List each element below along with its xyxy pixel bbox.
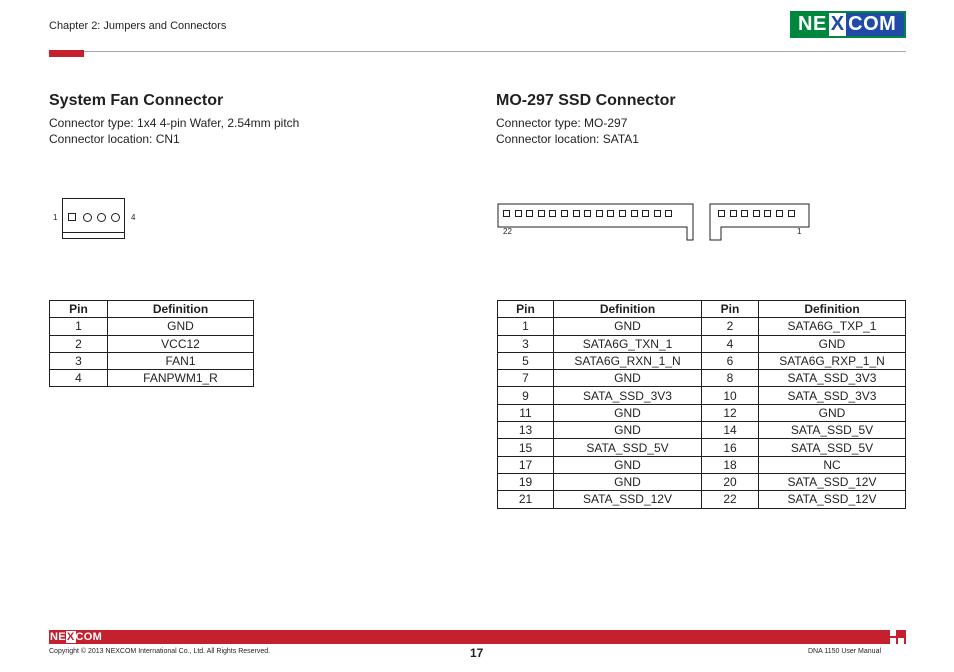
footer-nexcom-logo <box>50 630 102 644</box>
footer-corner-mark <box>890 630 896 636</box>
pin-number-cell: 3 <box>498 335 554 352</box>
pin-definition-cell: SATA6G_RXP_1_N <box>759 352 906 369</box>
pin-number-cell: 14 <box>702 422 759 439</box>
table-row <box>498 439 906 456</box>
fan-pin-2 <box>83 213 92 222</box>
pin-definition-cell: SATA_SSD_12V <box>759 473 906 490</box>
table-row <box>498 352 906 369</box>
logo-ne: NE <box>792 13 829 36</box>
pin-definition-cell: GND <box>554 318 702 335</box>
pin-definition-cell: SATA6G_TXP_1 <box>759 318 906 335</box>
fan-pin-last-label: 4 <box>131 213 136 222</box>
table-header: Definition <box>759 301 906 318</box>
ssd-connector-outline <box>496 203 811 243</box>
table-row <box>498 335 906 352</box>
pin-number-cell: 16 <box>702 439 759 456</box>
pin-definition-cell: NC <box>759 456 906 473</box>
logo-x: X <box>830 13 845 35</box>
pin-number-cell: 19 <box>498 473 554 490</box>
ssd-section-title: MO-297 SSD Connector <box>496 92 676 109</box>
pin-definition-cell: SATA_SSD_3V3 <box>759 370 906 387</box>
ssd-pin <box>619 210 626 217</box>
table-row <box>50 335 254 352</box>
pin-number-cell: 1 <box>498 318 554 335</box>
table-row <box>498 318 906 335</box>
ssd-pin <box>654 210 661 217</box>
pin-number-cell: 20 <box>702 473 759 490</box>
fan-connector-edge <box>63 232 124 233</box>
footer-logo-ne: NE <box>50 631 66 643</box>
table-row <box>50 352 254 369</box>
pin-definition-cell: GND <box>554 456 702 473</box>
fan-connector-location: Connector location: CN1 <box>49 132 180 146</box>
pin-definition-cell: SATA6G_RXN_1_N <box>554 352 702 369</box>
ssd-pin <box>741 210 748 217</box>
pin-definition-cell: GND <box>759 404 906 421</box>
table-row <box>498 404 906 421</box>
ssd-pin-right-label: 1 <box>797 227 802 236</box>
table-row <box>498 456 906 473</box>
ssd-pin <box>631 210 638 217</box>
pin-definition-cell: GND <box>108 318 254 335</box>
ssd-pin <box>764 210 771 217</box>
ssd-pin <box>730 210 737 217</box>
ssd-pin <box>538 210 545 217</box>
fan-pin-first-label: 1 <box>53 213 58 222</box>
ssd-pin <box>788 210 795 217</box>
header-divider <box>49 51 906 52</box>
table-header: Pin <box>498 301 554 318</box>
table-row <box>498 387 906 404</box>
header-accent <box>49 50 84 57</box>
page-number: 17 <box>470 646 484 660</box>
pin-number-cell: 10 <box>702 387 759 404</box>
fan-section-title: System Fan Connector <box>49 92 224 109</box>
pin-definition-cell: FAN1 <box>108 352 254 369</box>
ssd-pin-table <box>497 300 906 509</box>
table-row <box>498 422 906 439</box>
pin-number-cell: 1 <box>50 318 108 335</box>
ssd-pin <box>573 210 580 217</box>
fan-pin-1 <box>68 213 76 221</box>
pin-definition-cell: SATA_SSD_5V <box>554 439 702 456</box>
fan-pin-4 <box>111 213 120 222</box>
ssd-pin <box>776 210 783 217</box>
ssd-pin <box>526 210 533 217</box>
pin-number-cell: 18 <box>702 456 759 473</box>
footer-corner-mark <box>898 638 904 644</box>
logo-com: COM <box>846 13 904 36</box>
ssd-connector-location: Connector location: SATA1 <box>496 132 639 146</box>
footer-copyright: Copyright © 2013 NEXCOM International Co., Ltd. All Rights Reserved. <box>49 648 271 655</box>
nexcom-logo <box>790 11 906 38</box>
ssd-pin <box>642 210 649 217</box>
table-header: Definition <box>554 301 702 318</box>
footer-logo-com: COM <box>75 631 103 643</box>
ssd-pin <box>561 210 568 217</box>
pin-number-cell: 2 <box>50 335 108 352</box>
footer-bar <box>49 630 906 644</box>
pin-number-cell: 8 <box>702 370 759 387</box>
ssd-pin <box>753 210 760 217</box>
pin-number-cell: 15 <box>498 439 554 456</box>
ssd-connector-type: Connector type: MO-297 <box>496 116 628 130</box>
pin-definition-cell: GND <box>554 370 702 387</box>
pin-definition-cell: SATA_SSD_5V <box>759 439 906 456</box>
pin-definition-cell: GND <box>554 404 702 421</box>
fan-pin-3 <box>97 213 106 222</box>
table-row <box>50 370 254 387</box>
pin-number-cell: 4 <box>702 335 759 352</box>
pin-definition-cell: VCC12 <box>108 335 254 352</box>
footer-logo-x: X <box>66 631 75 643</box>
pin-definition-cell: SATA_SSD_5V <box>759 422 906 439</box>
table-header: Definition <box>108 301 254 318</box>
pin-definition-cell: SATA_SSD_3V3 <box>759 387 906 404</box>
table-row <box>498 473 906 490</box>
fan-connector-type: Connector type: 1x4 4-pin Wafer, 2.54mm pitch <box>49 116 300 130</box>
pin-number-cell: 3 <box>50 352 108 369</box>
table-header-row <box>50 301 254 318</box>
pin-number-cell: 21 <box>498 491 554 508</box>
footer-corner-mark <box>890 638 896 644</box>
pin-definition-cell: GND <box>759 335 906 352</box>
pin-definition-cell: SATA6G_TXN_1 <box>554 335 702 352</box>
table-row <box>498 370 906 387</box>
pin-number-cell: 5 <box>498 352 554 369</box>
table-row <box>498 491 906 508</box>
fan-pin-table <box>49 300 254 387</box>
pin-definition-cell: FANPWM1_R <box>108 370 254 387</box>
ssd-pin <box>718 210 725 217</box>
table-header: Pin <box>702 301 759 318</box>
ssd-pin <box>503 210 510 217</box>
pin-number-cell: 9 <box>498 387 554 404</box>
fan-connector-body <box>62 198 125 239</box>
table-header-row <box>498 301 906 318</box>
ssd-pin <box>515 210 522 217</box>
pin-definition-cell: SATA_SSD_12V <box>554 491 702 508</box>
pin-number-cell: 12 <box>702 404 759 421</box>
pin-number-cell: 13 <box>498 422 554 439</box>
table-row <box>50 318 254 335</box>
pin-number-cell: 7 <box>498 370 554 387</box>
pin-definition-cell: SATA_SSD_3V3 <box>554 387 702 404</box>
table-header: Pin <box>50 301 108 318</box>
ssd-pin <box>584 210 591 217</box>
ssd-pin <box>607 210 614 217</box>
chapter-heading: Chapter 2: Jumpers and Connectors <box>49 20 227 32</box>
ssd-pin-left-label: 22 <box>503 227 512 236</box>
pin-definition-cell: GND <box>554 422 702 439</box>
manual-title: DNA 1150 User Manual <box>808 648 882 655</box>
ssd-pin <box>549 210 556 217</box>
pin-number-cell: 2 <box>702 318 759 335</box>
ssd-pin <box>596 210 603 217</box>
pin-definition-cell: SATA_SSD_12V <box>759 491 906 508</box>
pin-number-cell: 4 <box>50 370 108 387</box>
pin-number-cell: 6 <box>702 352 759 369</box>
pin-number-cell: 22 <box>702 491 759 508</box>
pin-definition-cell: GND <box>554 473 702 490</box>
ssd-pin <box>665 210 672 217</box>
pin-number-cell: 17 <box>498 456 554 473</box>
pin-number-cell: 11 <box>498 404 554 421</box>
